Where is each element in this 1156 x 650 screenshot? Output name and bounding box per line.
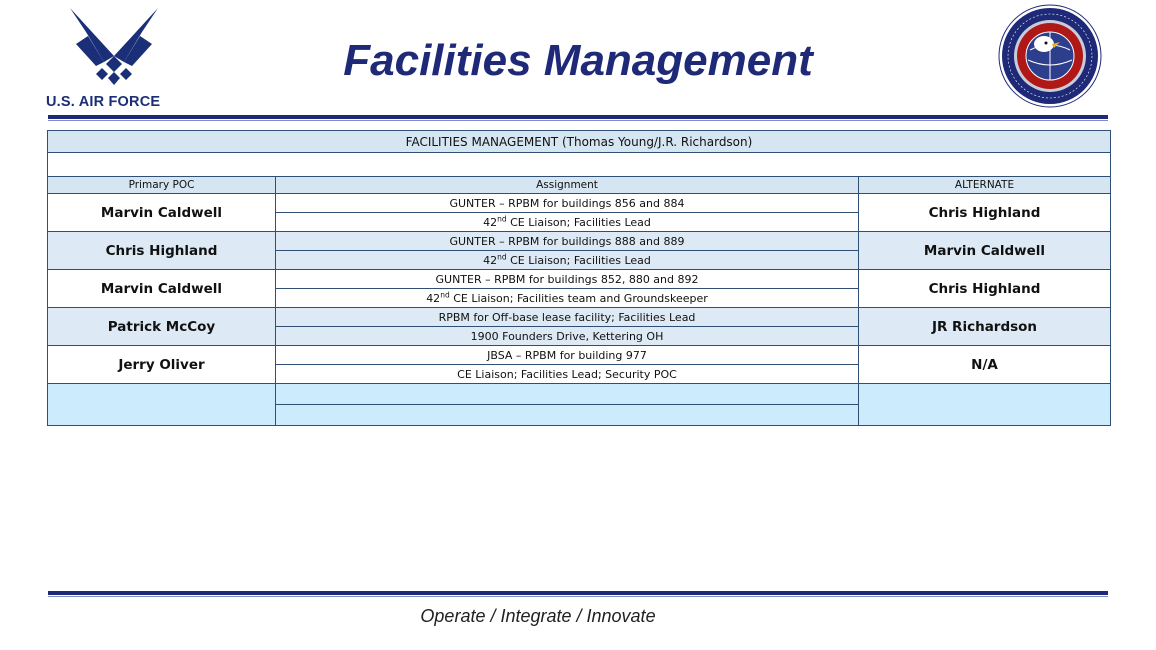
column-header-alternate: ALTERNATE bbox=[859, 177, 1111, 194]
table-header-row bbox=[48, 177, 1111, 194]
table-row bbox=[48, 270, 1111, 289]
primary-poc-cell: Chris Highland bbox=[48, 232, 276, 270]
primary-poc-cell: Patrick McCoy bbox=[48, 308, 276, 346]
column-header-primary: Primary POC bbox=[48, 177, 276, 194]
header-rule bbox=[48, 115, 1108, 119]
assignment-line: GUNTER – RPBM for buildings 856 and 884 bbox=[276, 194, 859, 213]
primary-poc-cell: Jerry Oliver bbox=[48, 346, 276, 384]
table-spacer-row bbox=[48, 153, 1111, 177]
empty-table-row bbox=[48, 384, 1111, 405]
alternate-cell: JR Richardson bbox=[859, 308, 1111, 346]
table-row bbox=[48, 232, 1111, 251]
footer-rule bbox=[48, 591, 1108, 595]
primary-poc-cell: Marvin Caldwell bbox=[48, 270, 276, 308]
column-header-assignment: Assignment bbox=[276, 177, 859, 194]
air-force-logo-text: U.S. AIR FORCE bbox=[46, 94, 161, 110]
assignment-line: 42nd CE Liaison; Facilities Lead bbox=[276, 213, 859, 232]
aflcmc-seal-icon bbox=[996, 4, 1104, 108]
assignment-line: 42nd CE Liaison; Facilities team and Groundskeeper bbox=[276, 289, 859, 308]
alternate-cell: Marvin Caldwell bbox=[859, 232, 1111, 270]
assignment-line: 1900 Founders Drive, Kettering OH bbox=[276, 327, 859, 346]
table-row bbox=[48, 194, 1111, 213]
alternate-cell: Chris Highland bbox=[859, 270, 1111, 308]
aflcmc-seal bbox=[996, 4, 1104, 108]
footer-tagline: Operate / Integrate / Innovate bbox=[420, 606, 656, 626]
primary-poc-cell: Marvin Caldwell bbox=[48, 194, 276, 232]
assignment-line: RPBM for Off-base lease facility; Facilities Lead bbox=[276, 308, 859, 327]
assignment-line: CE Liaison; Facilities Lead; Security POC bbox=[276, 365, 859, 384]
table-row bbox=[48, 308, 1111, 327]
table-title: FACILITIES MANAGEMENT (Thomas Young/J.R. Richardson) bbox=[48, 131, 1111, 153]
assignment-line: GUNTER – RPBM for buildings 852, 880 and 892 bbox=[276, 270, 859, 289]
facilities-table bbox=[47, 130, 1111, 426]
assignment-line: JBSA – RPBM for building 977 bbox=[276, 346, 859, 365]
assignment-line: GUNTER – RPBM for buildings 888 and 889 bbox=[276, 232, 859, 251]
alternate-cell: Chris Highland bbox=[859, 194, 1111, 232]
assignment-line: 42nd CE Liaison; Facilities Lead bbox=[276, 251, 859, 270]
table-title-row bbox=[48, 131, 1111, 153]
alternate-cell: N/A bbox=[859, 346, 1111, 384]
page-title: Facilities Management bbox=[343, 36, 813, 85]
table-row bbox=[48, 346, 1111, 365]
